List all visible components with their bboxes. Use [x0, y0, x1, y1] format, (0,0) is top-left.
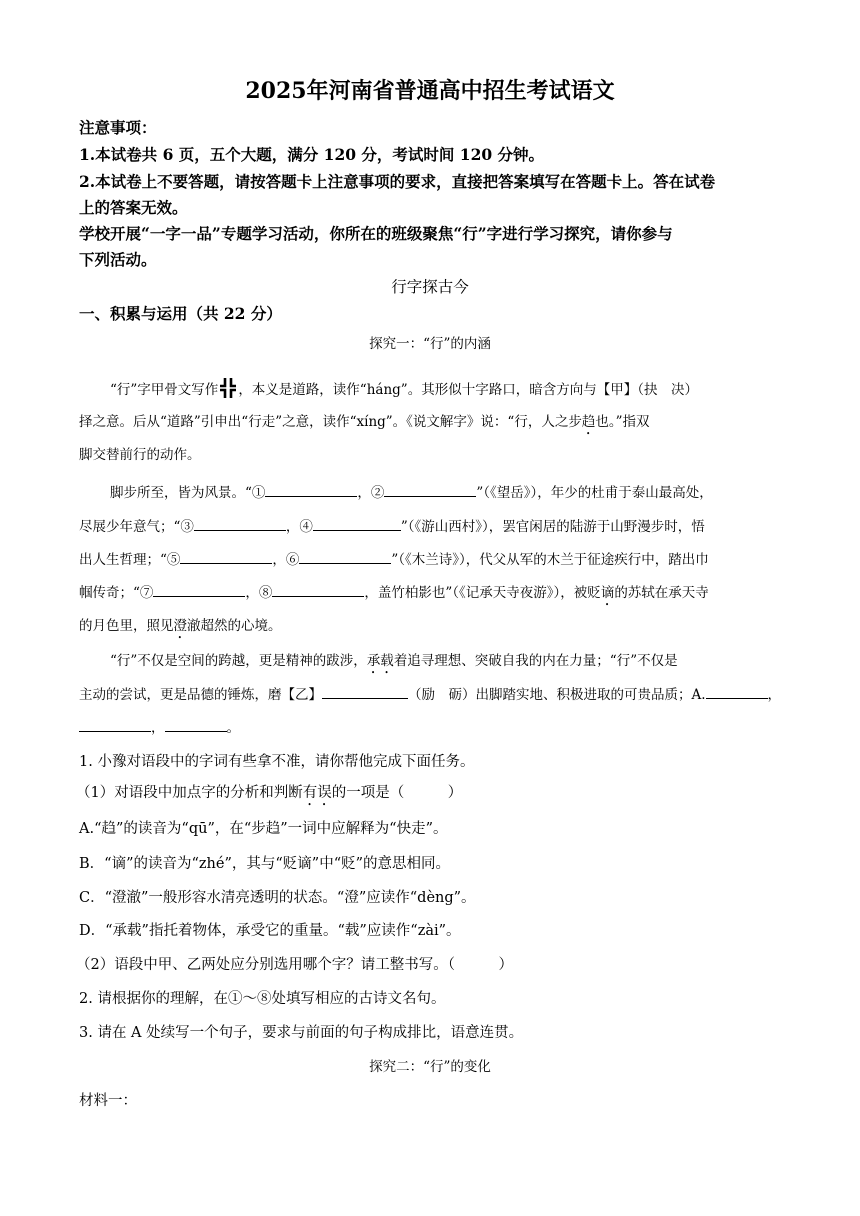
text-span: ，② — [357, 485, 385, 501]
explore-1-paragraph-2-line-3 — [79, 548, 709, 568]
text-span: 澈超然的心境。 — [187, 618, 282, 634]
text-span: 择之意。后从“道路”引申出“行走”之意，读作“xíng”。《说文解字》说：“行，人之步 — [79, 414, 582, 430]
text-span: 着追寻理想、突破自我的内在力量；“行”不仅是 — [393, 653, 678, 669]
notice-item-1: 1.本试卷共 6 页，五个大题，满分 120 分，考试时间 120 分钟。 — [79, 145, 545, 164]
text-span: ，⑥ — [272, 552, 300, 568]
explore-2-title: 探究二：“行”的变化 — [369, 1059, 491, 1075]
option-c[interactable]: C．“澄澈”一般形容水清亮透明的状态。“澄”应读作“dèng”。 — [79, 890, 476, 906]
text-span: ，盖竹柏影也”（《记承天寺夜游》），被贬 — [364, 585, 601, 601]
explore-1-title: 探究一：“行”的内涵 — [369, 336, 491, 352]
answer-blank-6[interactable] — [299, 549, 391, 564]
page-title: 2025年河南省普通高中招生考试语文 — [245, 78, 615, 104]
emphasized-char: 趋 — [581, 414, 596, 430]
text-span: ，④ — [285, 519, 313, 535]
emphasized-chars: 有误 — [302, 785, 332, 801]
text-span: 出人生哲理；“⑤ — [79, 552, 181, 568]
answer-blank-1[interactable] — [265, 482, 357, 497]
option-a[interactable]: A.“趋”的读音为“qū”，在“步趋”一词中应解释为“快走”。 — [79, 821, 448, 837]
option-d[interactable]: D．“承载”指托着物体，承受它的重量。“载”应读作“zài”。 — [79, 923, 461, 939]
answer-blank-a-1[interactable] — [706, 684, 768, 699]
text-span: ， — [151, 720, 165, 736]
answer-blank-3[interactable] — [194, 516, 286, 531]
text-span: 的月色里，照见 — [79, 618, 174, 634]
answer-blank-7[interactable] — [153, 582, 245, 597]
emphasized-chars: 承载 — [366, 653, 394, 669]
intro-line-1: 学校开展“一字一品”专题学习活动，你所在的班级聚焦“行”字进行学习探究，请你参与 — [79, 224, 673, 243]
text-span: 的苏轼在承天寺 — [614, 585, 709, 601]
activity-title: 行字探古今 — [391, 278, 469, 296]
notice-heading: 注意事项： — [79, 118, 157, 137]
notice-item-2-line-2: 上的答案无效。 — [79, 198, 188, 217]
section-1-heading: 一、积累与运用（共 22 分） — [79, 304, 282, 323]
text-span: ，⑧ — [245, 585, 273, 601]
text-span: 尽展少年意气；“③ — [79, 519, 194, 535]
explore-1-paragraph-2-line-2 — [79, 515, 705, 535]
text-span: ”（《木兰诗》），代父从军的木兰于征途疾行中，踏出巾 — [391, 552, 709, 568]
explore-1-paragraph-2-line-1 — [110, 481, 713, 501]
text-span: ， — [767, 687, 782, 703]
text-span: “行”字甲骨文写作 — [110, 382, 219, 398]
explore-1-paragraph-2-line-5 — [79, 614, 282, 642]
text-span: 的一项是（ ） — [331, 785, 463, 801]
question-3: 3. 请在 A 处续写一个句子，要求与前面的句子构成排比，语意连贯。 — [79, 1025, 524, 1041]
oracle-bone-xing-icon — [218, 377, 238, 399]
text-span: ”（《望岳》），年少的杜甫于泰山最高处， — [476, 485, 713, 501]
answer-blank-yi[interactable] — [322, 684, 408, 699]
answer-blank-4[interactable] — [313, 516, 401, 531]
text-span: 主动的尝试，更是品德的锤炼，磨【乙】 — [79, 687, 322, 703]
question-1: 1. 小豫对语段中的字词有些拿不准，请你帮他完成下面任务。 — [79, 754, 475, 770]
answer-blank-a-3[interactable] — [165, 717, 227, 732]
explore-1-paragraph-3-line-2 — [79, 683, 781, 703]
text-span: ，本义是道路，读作“háng”。其形似十字路口，暗含方向与【甲】（抉 决） — [238, 382, 698, 398]
answer-blank-5[interactable] — [180, 549, 272, 564]
question-1-part-1 — [76, 781, 462, 809]
text-span: “行”不仅是空间的跨越，更是精神的跋涉， — [110, 653, 367, 669]
text-span: 也。”指双 — [595, 414, 650, 430]
text-span: 帼传奇；“⑦ — [79, 585, 154, 601]
explore-1-paragraph-2-line-4 — [79, 581, 709, 609]
emphasized-char: 澄 — [173, 618, 187, 634]
material-1-label: 材料一： — [79, 1093, 137, 1109]
intro-line-2: 下列活动。 — [79, 250, 157, 269]
text-span: 。 — [226, 720, 240, 736]
explore-1-paragraph-1-line-2 — [79, 410, 649, 438]
answer-blank-a-2[interactable] — [79, 717, 151, 732]
notice-item-2-line-1: 2.本试卷上不要答题，请按答题卡上注意事项的要求，直接把答案填写在答题卡上。答在试卷 — [79, 172, 716, 191]
explore-1-paragraph-1-line-3: 脚交替前行的动作。 — [79, 447, 201, 463]
option-b[interactable]: B．“谪”的读音为“zhé”，其与“贬谪”中“贬”的意思相同。 — [79, 856, 451, 872]
question-2: 2. 请根据你的理解，在①～⑧处填写相应的古诗文名句。 — [79, 991, 446, 1007]
text-span: 脚步所至，皆为风景。“① — [110, 485, 266, 501]
emphasized-char: 谪 — [600, 585, 615, 601]
explore-1-paragraph-3-line-3 — [79, 716, 240, 736]
text-span: （1）对语段中加点字的分析和判断 — [76, 785, 303, 801]
explore-1-paragraph-1-line-1 — [110, 377, 698, 399]
text-span: （励 砺）出脚踏实地、积极进取的可贵品质；A. — [408, 687, 706, 703]
question-1-part-2: （2）语段中甲、乙两处应分别选用哪个字？请工整书写。（ ） — [76, 957, 513, 973]
explore-1-paragraph-3-line-1 — [110, 649, 678, 677]
text-span: ”（《游山西村》），罢官闲居的陆游于山野漫步时，悟 — [400, 519, 705, 535]
answer-blank-8[interactable] — [272, 582, 364, 597]
answer-blank-2[interactable] — [384, 482, 476, 497]
